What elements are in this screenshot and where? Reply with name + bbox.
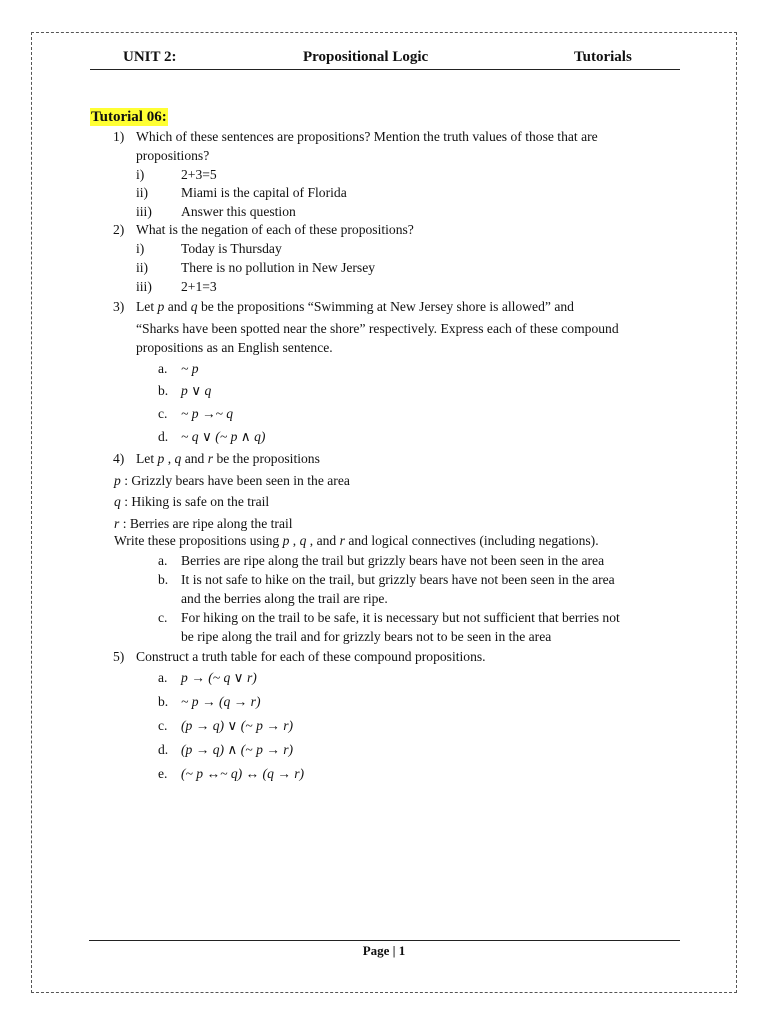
q3-item-formula: p ∨ q bbox=[181, 383, 212, 398]
q5-item-num: a. bbox=[158, 670, 168, 685]
q4-item-num: b. bbox=[158, 572, 169, 587]
page-number: Page | 1 bbox=[362, 943, 406, 958]
q3-text-cont: propositions as an English sentence. bbox=[136, 340, 333, 355]
header-unit: UNIT 2: bbox=[123, 49, 177, 65]
q2-item-num: ii) bbox=[136, 260, 149, 275]
q4-text: Let p , q and r be the propositions bbox=[136, 451, 320, 466]
q3-item-formula: ~ q ∨ (~ p ∧ q) bbox=[181, 429, 266, 444]
q1-item-num: iii) bbox=[136, 204, 152, 219]
q5-item-num: e. bbox=[158, 766, 168, 781]
q2-number: 2) bbox=[113, 222, 125, 237]
q3-text: Let p and q be the propositions “Swimming at New Jersey shore is allowed” and bbox=[136, 299, 574, 314]
q4-item-text-cont: and the berries along the trail are ripe. bbox=[181, 591, 388, 606]
q4-item-num: c. bbox=[158, 610, 168, 625]
q3-item-num: c. bbox=[158, 406, 168, 421]
tutorial-title: Tutorial 06: bbox=[91, 109, 167, 125]
q5-text: Construct a truth table for each of these compound propositions. bbox=[136, 649, 486, 664]
q5-item-formula: (~ p ↔~ q) ↔ (q → r) bbox=[181, 766, 305, 781]
q4-item-text: Berries are ripe along the trail but grizzly bears have not been seen in the area bbox=[181, 553, 605, 568]
q2-item-text: 2+1=3 bbox=[181, 279, 217, 294]
q3-text-cont: “Sharks have been spotted near the shore” respectively. Express each of these compound bbox=[136, 321, 619, 336]
q4-item-num: a. bbox=[158, 553, 168, 568]
header-title: Propositional Logic bbox=[303, 49, 429, 65]
q5-item-num: b. bbox=[158, 694, 169, 709]
q1-text: Which of these sentences are propositions? Mention the truth values of those that are bbox=[136, 129, 598, 144]
q2-item-num: i) bbox=[136, 241, 145, 256]
q1-item-num: i) bbox=[136, 167, 145, 182]
q1-item-text: Answer this question bbox=[181, 204, 296, 219]
q2-item-text: Today is Thursday bbox=[181, 241, 282, 256]
q3-item-num: a. bbox=[158, 361, 168, 376]
q2-item-text: There is no pollution in New Jersey bbox=[181, 260, 376, 275]
q5-item-formula: (p → q) ∧ (~ p → r) bbox=[181, 742, 294, 757]
q4-item-text: For hiking on the trail to be safe, it is necessary but not sufficient that berries not bbox=[181, 610, 620, 625]
q3-item-num: b. bbox=[158, 383, 169, 398]
q4-def-q: q : Hiking is safe on the trail bbox=[114, 494, 270, 509]
q5-item-formula: p → (~ q ∨ r) bbox=[181, 670, 257, 685]
q4-item-text-cont: be ripe along the trail and for grizzly bears not to be seen in the area bbox=[181, 629, 552, 644]
q3-number: 3) bbox=[113, 299, 125, 314]
q5-item-num: c. bbox=[158, 718, 168, 733]
q3-item-num: d. bbox=[158, 429, 169, 444]
q3-item-formula: ~ p bbox=[181, 361, 199, 376]
q1-text-cont: propositions? bbox=[136, 148, 210, 163]
q4-number: 4) bbox=[113, 451, 125, 466]
q5-item-formula: (p → q) ∨ (~ p → r) bbox=[181, 718, 294, 733]
q3-item-formula: ~ p →~ q bbox=[181, 406, 234, 421]
q4-item-text: It is not safe to hike on the trail, but grizzly bears have not been seen in the area bbox=[181, 572, 615, 587]
q4-def-p: p : Grizzly bears have been seen in the area bbox=[114, 473, 350, 488]
q5-item-num: d. bbox=[158, 742, 169, 757]
q4-instruction: Write these propositions using p , q , and r and logical connectives (including negations). bbox=[114, 533, 599, 548]
q2-text: What is the negation of each of these propositions? bbox=[136, 222, 414, 237]
footer-rule bbox=[89, 940, 680, 941]
q2-item-num: iii) bbox=[136, 279, 152, 294]
q5-number: 5) bbox=[113, 649, 125, 664]
q1-item-text: 2+3=5 bbox=[181, 167, 217, 182]
q4-def-r: r : Berries are ripe along the trail bbox=[114, 516, 293, 531]
header-section: Tutorials bbox=[574, 49, 632, 65]
page-header bbox=[90, 49, 680, 70]
q5-item-formula: ~ p → (q → r) bbox=[181, 694, 261, 709]
q1-item-text: Miami is the capital of Florida bbox=[181, 185, 347, 200]
q1-number: 1) bbox=[113, 129, 125, 144]
q1-item-num: ii) bbox=[136, 185, 149, 200]
